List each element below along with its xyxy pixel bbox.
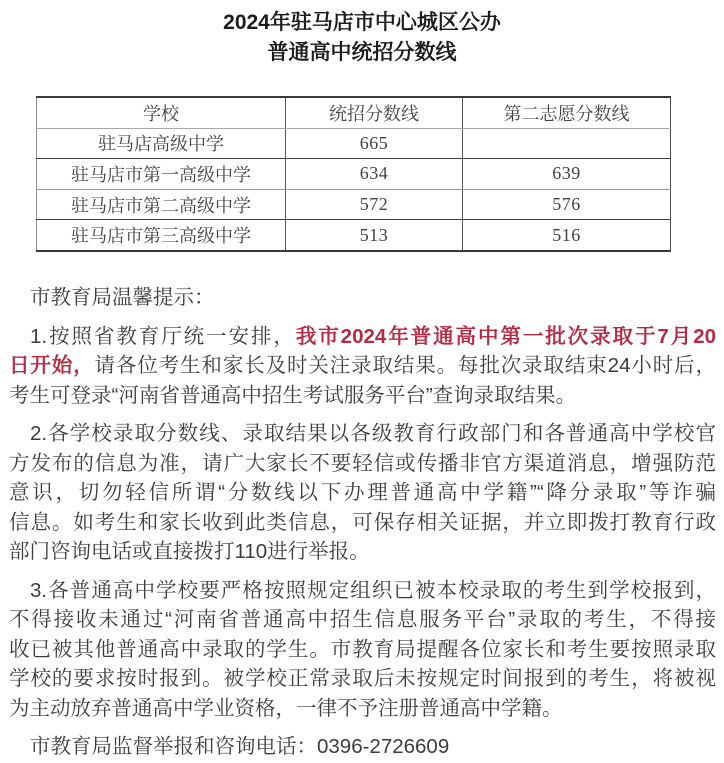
second-choice-score-cell xyxy=(463,128,671,159)
p2-line-1: 2.各学校录取分数线、录取结果以各级教育行政部门和各普通高中学校官 xyxy=(30,422,716,445)
p1-line1-text: 1.按照省教育厅统一安排， xyxy=(30,324,296,348)
p1-line2-highlight: 日开始， xyxy=(9,354,95,377)
table-row xyxy=(37,128,671,159)
column-header-second-choice-score: 第二志愿分数线 xyxy=(463,97,671,128)
p2-line-3: 意识，切勿轻信所谓“分数线以下办理普通高中学籍”“降分录取”等诈骗 xyxy=(9,481,716,504)
school-name-cell: 驻马店市第二高级中学 xyxy=(37,189,286,220)
table-row xyxy=(37,159,671,190)
unified-score-cell: 572 xyxy=(286,189,463,220)
p2-line-4: 信息。如考生和家长收到此类信息，可保存相关证据，并立即拨打教育行政 xyxy=(9,510,716,534)
table-row xyxy=(37,189,671,220)
notice-paragraph-3 xyxy=(9,576,716,724)
notice-paragraph-1 xyxy=(9,322,716,411)
notice-intro: 市教育局温馨提示： xyxy=(30,286,215,309)
p1-line-3: 考生可登录“河南省普通高中招生考试服务平台”查询录取结果。 xyxy=(9,383,577,407)
p1-line1-highlight: 我市2024年普通高中第一批次录取于7月20 xyxy=(295,324,716,348)
p3-line-4: 学校的要求按时报到。被学校正常录取后未按规定时间报到的考生，将被视 xyxy=(9,667,716,690)
p3-line-1: 3.各普通高中学校要严格按照规定组织已被本校录取的考生到学校报到， xyxy=(30,578,716,602)
p1-line-1 xyxy=(9,322,716,352)
notice-body xyxy=(9,283,716,762)
second-choice-score-cell: 576 xyxy=(463,189,671,220)
table-row xyxy=(37,220,671,251)
school-name-cell: 驻马店市第一高级中学 xyxy=(37,159,286,190)
unified-score-cell: 513 xyxy=(286,220,463,251)
p3-line-2: 不得接收未通过“河南省普通高中招生信息服务平台”录取的考生，不得接 xyxy=(9,608,716,631)
unified-score-cell: 634 xyxy=(286,159,463,190)
unified-score-cell: 665 xyxy=(286,128,463,159)
column-header-unified-score: 统招分数线 xyxy=(286,97,463,128)
school-name-cell: 驻马店市第三高级中学 xyxy=(71,226,251,247)
page-title-line-1: 2024年驻马店市中心城区公办 xyxy=(223,11,501,34)
page-title-line-2: 普通高中统招分数线 xyxy=(267,41,457,64)
school-name-cell: 驻马店高级中学 xyxy=(37,128,286,159)
second-choice-score-cell: 639 xyxy=(463,159,671,190)
p1-line-2 xyxy=(9,351,716,381)
p2-line-5: 部门咨询电话或直接拨打110进行举报。 xyxy=(9,540,370,563)
p2-line-2: 方发布的信息为准，请广大家长不要轻信或传播非官方渠道消息，增强防范 xyxy=(9,451,716,475)
score-table xyxy=(36,96,671,252)
contact-phone-line: 市教育局监督举报和咨询电话：0396-2726609 xyxy=(30,735,450,758)
p1-line2-text: 请各位考生和家长及时关注录取结果。每批次录取结束24小时后， xyxy=(94,354,716,377)
notice-paragraph-2 xyxy=(9,419,716,567)
p3-line-5: 为主动放弃普通高中学业资格，一律不予注册普通高中学籍。 xyxy=(9,696,563,720)
page-title xyxy=(0,8,724,68)
second-choice-score-cell: 516 xyxy=(463,220,671,251)
column-header-school: 学校 xyxy=(37,97,286,128)
score-table-header-row xyxy=(37,97,671,128)
p3-line-3: 收已被其他普通高中录取的学生。市教育局提醒各位家长和考生要按照录取 xyxy=(9,637,716,661)
